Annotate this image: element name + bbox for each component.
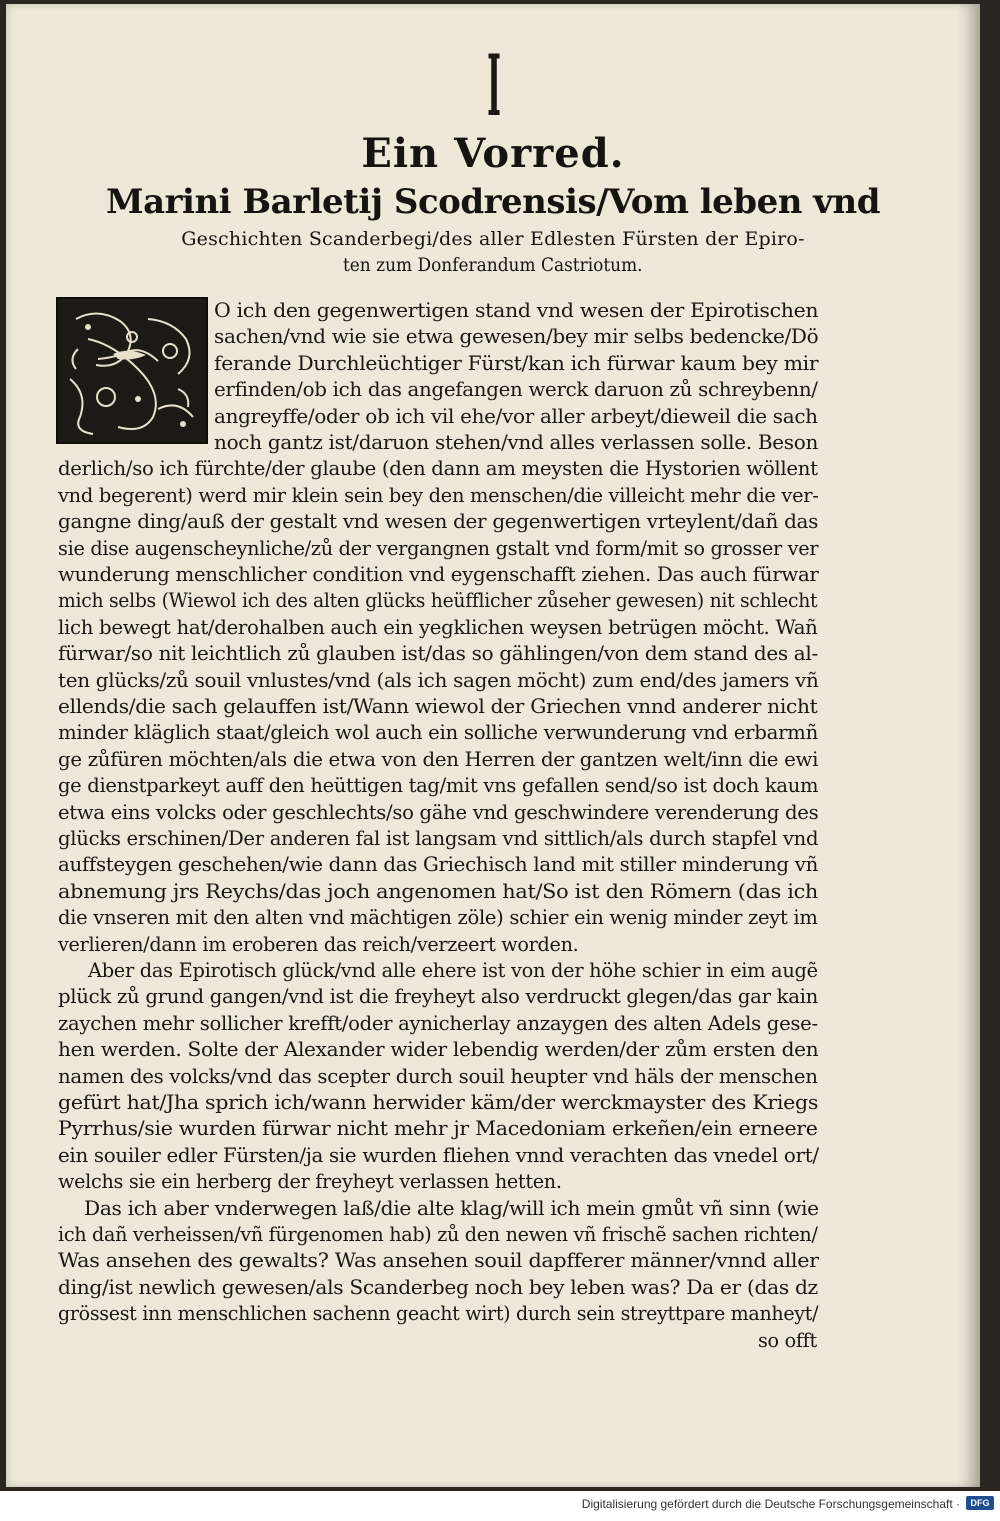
text-line: grössest inn menschlichen sachenn geacht wirt) durch sein streyttpare manheyt/ xyxy=(58,1302,819,1326)
text-line: minder kläglich staat/gleich wol auch ein solliche verwunderung vnd erbarmñ xyxy=(58,721,818,745)
text-line: Pyrrhus/sie wurden fürwar nicht mehr jr Macedoniam erkeñen/ein erneere xyxy=(58,1117,818,1141)
folio-number: I xyxy=(487,36,501,135)
text-line: vnd begerent) werd mir klein sein bey den menschen/die villeicht mehr die ver- xyxy=(58,483,819,507)
text-line: namen des volcks/vnd das scepter durch souil heupter vnd häls der menschen xyxy=(58,1064,818,1088)
text-line: sachen/vnd wie sie etwa gewesen/bey mir selbs bedencke/Dö xyxy=(214,325,819,349)
dfg-logo: DFG xyxy=(966,1496,994,1510)
text-line: Das ich aber vnderwegen laß/die alte klag/will ich mein gmůt vñ sinn (wie xyxy=(84,1196,819,1220)
text-line: angreyffe/oder ob ich vil ehe/vor aller arbeyt/dieweil die sach xyxy=(214,404,818,428)
text-line: welchs sie ein herberg der freyheyt verlassen hetten. xyxy=(58,1170,562,1194)
text-line: ellends/die sach gelauffen ist/Wann wiewol der Griechen vnnd anderer nicht xyxy=(58,695,818,718)
subtitle-line-1: Marini Barletij Scodrensis/Vom leben vnd xyxy=(105,182,881,222)
text-line: mich selbs (Wiewol ich des alten glücks heüfflicher zůseher gewesen) nit schlecht xyxy=(58,589,818,613)
text-line: zaychen mehr sollicher krefft/oder aynicherlay anzaygen des alten Adels gese- xyxy=(58,1011,818,1035)
text-line: auffsteygen geschehen/wie dann das Griechisch land mit stiller minderung vñ xyxy=(58,853,819,877)
text-line: ding/ist newlich gewesen/als Scanderbeg noch bey leben was? Da er (das dz xyxy=(58,1275,818,1299)
text-line: ferande Durchleüchtiger Fürst/kan ich fürwar kaum bey mir xyxy=(214,351,819,375)
funding-credit: Digitalisierung gefördert durch die Deutsche Forschungsgemeinschaft · xyxy=(581,1497,960,1511)
subtitle-line-2: Geschichten Scanderbegi/des aller Edlesten Fürsten der Epiro- xyxy=(181,228,805,250)
text-line: die vnseren mit den alten vnd mächtigen zöle) schier ein wenig minder zeyt im xyxy=(58,906,818,930)
text-line: sie dise augenscheynliche/zů der vergangnen gstalt vnd form/mit so grosser ver xyxy=(58,536,819,560)
page-title: Ein Vorred. xyxy=(361,130,625,177)
text-line: ten glücks/zů souil vnlustes/vnd (als ich sagen möcht) zum end/des jamers vñ xyxy=(58,668,819,692)
text-line: erfinden/ob ich das angefangen werck daruon zů schreybenn/ xyxy=(214,378,818,402)
body-text xyxy=(6,4,980,1487)
text-line: noch gantz ist/daruon stehen/vnd alles verlassen solle. Beson xyxy=(214,431,819,454)
text-line: Was ansehen des gewalts? Was ansehen souil dapfferer männer/vnnd aller xyxy=(58,1249,819,1273)
text-line: abnemung jrs Reychs/das joch angenomen hat/So ist den Römern (das ich xyxy=(58,879,819,903)
text-line: derlich/so ich fürchte/der glaube (den dann am meysten die Hystorien wöllent xyxy=(58,457,818,481)
text-line: lich bewegt hat/derohalben auch ein yegklichen weysen betrügen möcht. Wañ xyxy=(58,615,818,639)
text-line: gangne ding/auß der gestalt vnd wesen der gegenwertigen vrteylent/dañ das xyxy=(58,510,819,534)
text-line: ge dienstparkeyt auff den heüttigen tag/mit vns gefallen send/so ist doch kaum xyxy=(58,774,819,798)
text-line: hen werden. Solte der Alexander wider lebendig werden/der zům ersten den xyxy=(58,1038,819,1062)
book-page xyxy=(6,4,980,1487)
text-line: verlieren/dann im eroberen das reich/verzeert worden. xyxy=(58,932,579,956)
text-line: Aber das Epirotisch glück/vnd alle ehere ist von der höhe schier in eim augẽ xyxy=(88,959,818,982)
text-line: plück zů grund gangen/vnd ist die freyheyt also verdruckt glegen/das gar kain xyxy=(58,985,819,1009)
text-line: fürwar/so nit leichtlich zů glauben ist/das so gählingen/von dem stand des al- xyxy=(58,642,818,666)
text-line: glücks erschinen/Der anderen fal ist langsam vnd sittlich/als durch stapfel vnd xyxy=(58,827,819,850)
text-line: so offt xyxy=(758,1328,817,1352)
text-line: etwa eins volcks oder geschlechts/so gähe vnd geschwindere verenderung des xyxy=(58,800,819,824)
text-line: O ich den gegenwertigen stand vnd wesen der Epirotischen xyxy=(214,299,819,322)
footer-bar xyxy=(0,1491,1000,1521)
text-line: gefürt hat/Jha sprich ich/wann herwider käm/der werckmayster des Kriegs xyxy=(58,1091,819,1114)
text-line: ge zůfüren möchten/als die etwa von den Herren der gantzen welt/inn die ewi xyxy=(58,747,819,771)
text-line: wunderung menschlicher condition vnd eygenschafft ziehen. Das auch fürwar xyxy=(58,563,819,586)
text-line: ich dañ verheissen/vñ fürgenomen hab) zů den newen vñ frischẽ sachen richten/ xyxy=(58,1223,818,1246)
subtitle-line-3: ten zum Donferandum Castriotum. xyxy=(343,254,643,276)
text-line: ein souiler edler Fürsten/ja sie wurden fliehen vnnd verachten das vnedel ort/ xyxy=(58,1143,819,1167)
